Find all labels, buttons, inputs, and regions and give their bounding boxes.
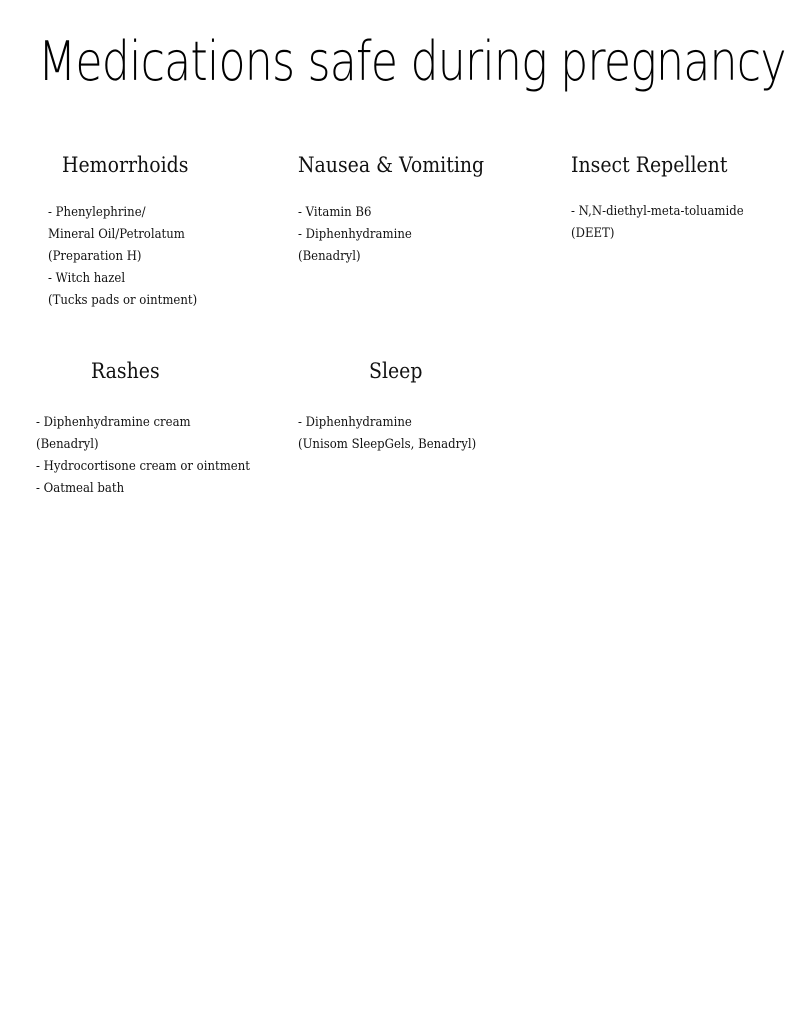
section-list-sleep (298, 412, 476, 456)
list-item: (Benadryl) (36, 437, 99, 452)
list-item: - N,N-diethyl-meta-toluamide (571, 204, 744, 219)
list-item: - Diphenhydramine (298, 227, 412, 242)
section-heading-hemorrhoids: Hemorrhoids (62, 153, 189, 177)
section-heading-insect-repellent: Insect Repellent (571, 153, 728, 177)
section-list-insect-repellent (571, 201, 744, 245)
section-list-nausea (298, 202, 412, 268)
section-list-hemorrhoids (48, 202, 197, 312)
list-item: (Tucks pads or ointment) (48, 293, 198, 308)
section-heading-nausea: Nausea & Vomiting (298, 153, 485, 177)
list-item: - Phenylephrine/ (48, 205, 146, 220)
page-title: Medications safe during pregnancy (38, 30, 786, 93)
list-item: Mineral Oil/Petrolatum (48, 227, 185, 242)
list-item: (DEET) (571, 226, 615, 241)
section-list-rashes (36, 412, 250, 500)
section-heading-sleep: Sleep (369, 359, 423, 383)
list-item: (Preparation H) (48, 249, 142, 264)
list-item: - Diphenhydramine cream (36, 415, 191, 430)
list-item: - Diphenhydramine (298, 415, 412, 430)
list-item: - Oatmeal bath (36, 481, 125, 496)
section-heading-rashes: Rashes (91, 359, 160, 383)
list-item: (Unisom SleepGels, Benadryl) (298, 437, 477, 452)
list-item: - Vitamin B6 (298, 205, 372, 220)
list-item: - Hydrocortisone cream or ointment (36, 459, 250, 474)
list-item: (Benadryl) (298, 249, 361, 264)
list-item: - Witch hazel (48, 271, 126, 286)
